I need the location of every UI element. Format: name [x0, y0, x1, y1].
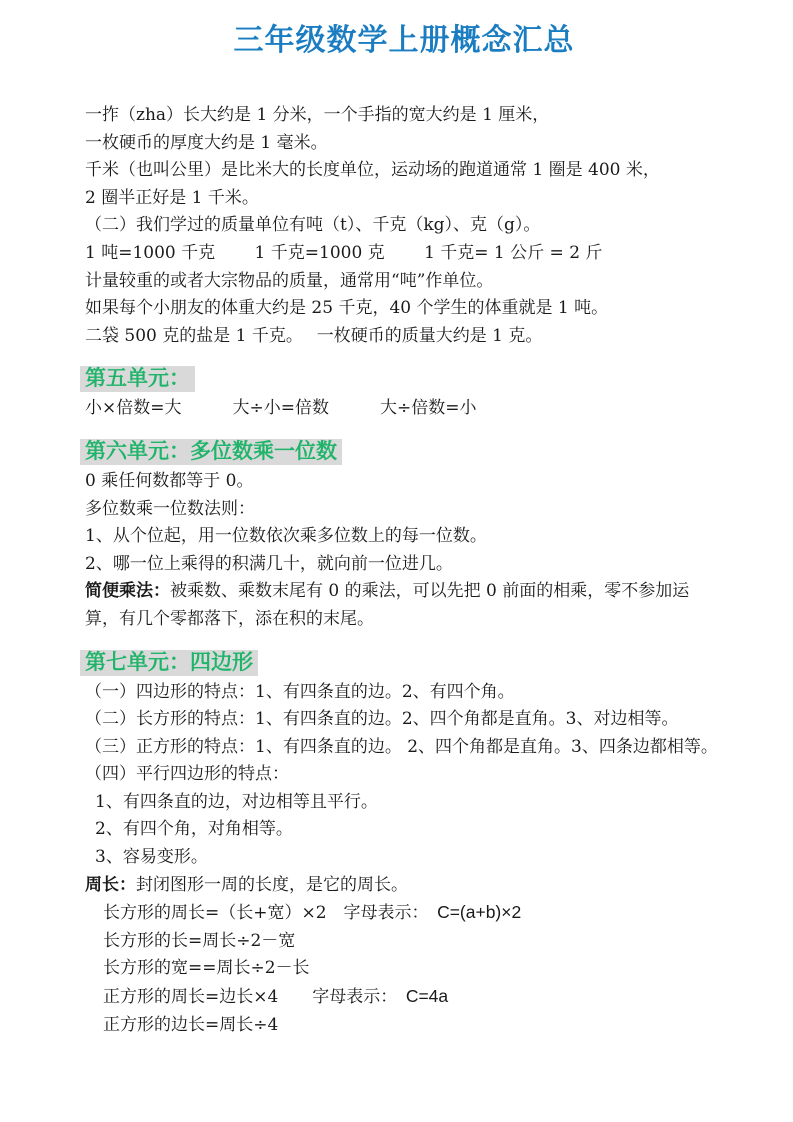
- section5-formulas: 小×倍数=大 大÷小=倍数 大÷倍数=小: [85, 398, 477, 419]
- intro-line-1: 一拃（zha）长大约是 1 分米，一个手指的宽大约是 1 厘米，: [85, 105, 550, 125]
- section6-line-2: 多位数乘一位数法则：: [85, 498, 255, 519]
- intro-line-8: 如果每个小朋友的体重大约是 25 千克，40 个学生的体重就是 1 吨。: [85, 298, 609, 319]
- section6-line-1: 0 乘任何数都等于 0。: [85, 470, 254, 491]
- section5-heading-text: 第五单元：: [80, 366, 195, 392]
- parallelogram-feature-3: 3、容易变形。: [95, 847, 208, 868]
- simple-multiplication-lead: 简便乘法：: [85, 581, 170, 602]
- square-perimeter-cn: 正方形的周长=边长×4 字母表示：: [103, 987, 406, 1008]
- perimeter-lead: 周长：: [85, 874, 136, 895]
- section6-line-5-simple-multiplication: [85, 578, 723, 633]
- section7-line-3: （三）正方形的特点：1、有四条直的边。 2、四个角都是直角。3、四条边都相等。: [85, 736, 718, 757]
- rectangle-perimeter-formula: [85, 899, 723, 928]
- rectangle-length-formula: 长方形的长=周长÷2－宽: [103, 930, 296, 951]
- section6-line-4: 2、哪一位上乘得的积满几十，就向前一位进几。: [85, 553, 453, 574]
- section6-line-3: 1、从个位起，用一位数依次乘多位数上的每一位数。: [85, 526, 487, 547]
- intro-line-4: 2 圈半正好是 1 千米。: [85, 187, 259, 208]
- parallelogram-feature-2: 2、有四个角，对角相等。: [95, 819, 293, 840]
- section7-heading-text: 第七单元：四边形: [80, 650, 258, 676]
- rectangle-width-formula: 长方形的宽==周长÷2－长: [103, 958, 310, 979]
- section7-line-1: （一）四边形的特点：1、有四条直的边。2、有四个角。: [85, 681, 515, 702]
- square-perimeter-letter-formula: C=4a: [405, 986, 449, 1007]
- section6-heading-text: 第六单元：多位数乘一位数: [80, 439, 342, 465]
- parallelogram-feature-1: 1、有四条直的边，对边相等且平行。: [95, 791, 378, 812]
- square-perimeter-formula: [85, 983, 723, 1012]
- page-title: 三年级数学上册概念汇总: [233, 24, 575, 57]
- intro-line-5: （二）我们学过的质量单位有吨（t）、千克（kg）、克（g）。: [85, 215, 541, 236]
- intro-line-6-unit-conversions: 1 吨=1000 千克 1 千克=1000 克 1 千克= 1 公斤 = 2 斤: [85, 242, 603, 263]
- square-side-formula: 正方形的边长=周长÷4: [103, 1014, 279, 1035]
- intro-line-3: 千米（也叫公里）是比米大的长度单位，运动场的跑道通常 1 圈是 400 米，: [85, 160, 660, 181]
- rectangle-perimeter-cn: 长方形的周长=（长+宽）×2 字母表示：: [103, 903, 438, 924]
- section7-line-4: （四）平行四边形的特点：: [85, 764, 289, 785]
- section6-heading: [80, 439, 723, 465]
- rectangle-perimeter-letter-formula: C=(a+b)×2: [437, 902, 522, 923]
- section7-line-2: （二）长方形的特点：1、有四条直的边。2、四个角都是直角。3、对边相等。: [85, 709, 679, 730]
- intro-line-7: 计量较重的或者大宗物品的质量，通常用“吨”作单位。: [85, 270, 494, 291]
- perimeter-definition: [85, 872, 723, 900]
- section7-heading: [80, 650, 723, 676]
- perimeter-rest: 封闭图形一周的长度，是它的周长。: [136, 874, 408, 895]
- intro-line-2: 一枚硬币的厚度大约是 1 毫米。: [85, 132, 328, 153]
- section5-heading: [80, 366, 723, 392]
- intro-line-9: 二袋 500 克的盐是 1 千克。 一枚硬币的质量大约是 1 克。: [85, 325, 543, 346]
- simple-multiplication-rest: 被乘数、乘数末尾有 0 的乘法，可以先把 0 前面的相乘，零不参加运算，有几个零都落下，添在积的末尾。: [85, 581, 690, 629]
